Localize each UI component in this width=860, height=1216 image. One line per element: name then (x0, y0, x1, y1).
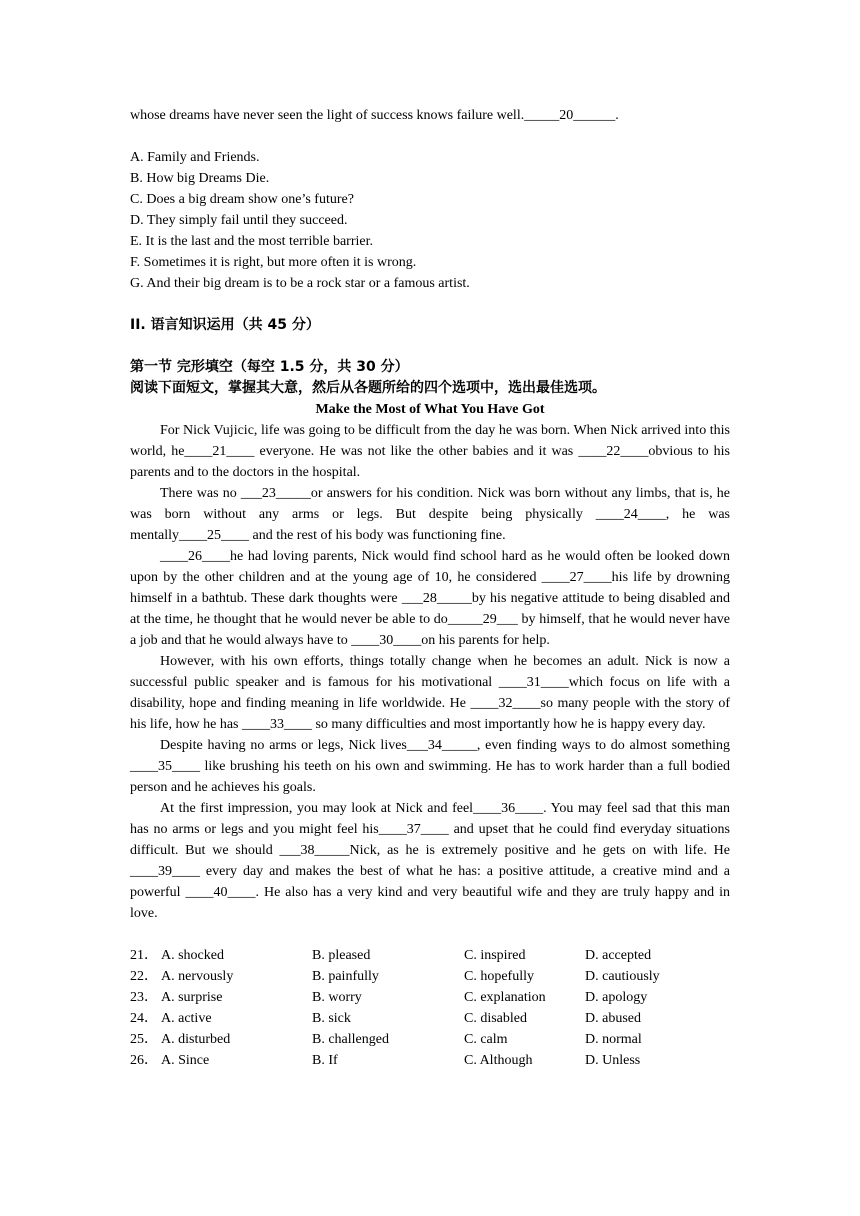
spacer (130, 294, 730, 315)
option-b: B. If (312, 1053, 338, 1068)
option-c: C. disabled (464, 1011, 527, 1026)
option-b: B. sick (312, 1011, 351, 1026)
option-c: C. hopefully (464, 969, 534, 984)
document-page (130, 105, 730, 1071)
option-b: B. worry (312, 990, 362, 1005)
subsection-heading: 第一节 完形填空（每空 1.5 分，共 30 分） (130, 359, 409, 375)
question-row (130, 966, 730, 987)
section-heading: II. 语言知识运用（共 45 分） (130, 317, 320, 333)
question-number: 22． (130, 969, 158, 984)
option-b: B. painfully (312, 969, 379, 984)
question-row (130, 1050, 730, 1071)
option-item: B. How big Dreams Die. (130, 171, 270, 186)
intro-line: whose dreams have never seen the light of success knows failure well._____20______. (130, 108, 619, 123)
option-item: C. Does a big dream show one’s future? (130, 192, 354, 207)
option-b: B. pleased (312, 948, 371, 963)
question-number: 23． (130, 990, 158, 1005)
instruction-text: 阅读下面短文，掌握其大意，然后从各题所给的四个选项中，选出最佳选项。 (130, 380, 606, 396)
option-d: D. accepted (585, 948, 652, 963)
option-item: G. And their big dream is to be a rock star or a famous artist. (130, 276, 470, 291)
passage-paragraph: For Nick Vujicic, life was going to be difficult from the day he was born. When Nick arrived into this world, he____21____ everyone. He was not like the other babies and it was ____22____obvious to his parents and to the doctors in the hospital. (130, 423, 730, 480)
passage-body (130, 420, 730, 924)
passage-paragraph: ____26____he had loving parents, Nick would find school hard as he would often be looked down upon by the other children and at the young age of 10, he considered ____27____his life by drowning himself in a bathtub. These dark thoughts were ___28_____by his negative attitude to being disabled and at the time, he thought that he would never be able to do_____29___ by himself, that he would never have a job and that he would always have to ____30____on his parents for help. (130, 549, 730, 648)
option-d: D. apology (585, 990, 648, 1005)
passage-paragraph: At the first impression, you may look at Nick and feel____36____. You may feel sad that this man has no arms or legs and you might feel his____37____ and upset that he could find everyday situations difficult. But we should ___38_____Nick, as he is extremely positive and he gets on with life. He ____39____ every day and makes the best of what he has: a positive attitude, a creative mind and a powerful ____40____. He also has a very kind and very beautiful wife and they are truly happy and in love. (130, 801, 730, 921)
passage-title: Make the Most of What You Have Got (315, 402, 545, 417)
question-number: 26． (130, 1053, 158, 1068)
option-d: D. cautiously (585, 969, 660, 984)
option-item: D. They simply fail until they succeed. (130, 213, 348, 228)
question-number: 25． (130, 1032, 158, 1047)
seven-options-list (130, 147, 730, 294)
option-d: D. abused (585, 1011, 641, 1026)
option-item: A. Family and Friends. (130, 150, 260, 165)
option-d: D. Unless (585, 1053, 641, 1068)
question-row (130, 987, 730, 1008)
option-a: A. shocked (161, 948, 224, 963)
question-row (130, 1008, 730, 1029)
option-c: C. explanation (464, 990, 546, 1005)
option-c: C. inspired (464, 948, 526, 963)
passage-paragraph: There was no ___23_____or answers for his condition. Nick was born without any limbs, that is, he was born without any arms or legs. But despite being physically ____24____, he was mentally____25____ and the rest of his body was functioning fine. (130, 486, 730, 543)
option-a: A. active (161, 1011, 212, 1026)
question-number: 24． (130, 1011, 158, 1026)
question-row (130, 945, 730, 966)
passage-paragraph: However, with his own efforts, things totally change when he becomes an adult. Nick is now a successful public speaker and is famous for his motivational ____31____which focus on life with a disability, hope and finding meaning in life worldwide. He ____32____so many people with the story of his life, how he has ____33____ so many difficulties and most importantly how he is happy every day. (130, 654, 730, 732)
passage-paragraph: Despite having no arms or legs, Nick lives___34_____, even finding ways to do almost something ____35____ like brushing his teeth on his own and swimming. He has to work harder than a full bodied person and he achieves his goals. (130, 738, 730, 795)
option-item: F. Sometimes it is right, but more often it is wrong. (130, 255, 417, 270)
spacer (130, 126, 730, 147)
option-c: C. Although (464, 1053, 533, 1068)
option-item: E. It is the last and the most terrible barrier. (130, 234, 373, 249)
option-c: C. calm (464, 1032, 508, 1047)
option-a: A. Since (161, 1053, 210, 1068)
option-b: B. challenged (312, 1032, 389, 1047)
question-row (130, 1029, 730, 1050)
option-d: D. normal (585, 1032, 642, 1047)
option-a: A. surprise (161, 990, 223, 1005)
option-a: A. disturbed (161, 1032, 231, 1047)
question-number: 21． (130, 948, 158, 963)
option-a: A. nervously (161, 969, 234, 984)
spacer (130, 924, 730, 945)
spacer (130, 336, 730, 357)
question-options-table (130, 945, 730, 1071)
